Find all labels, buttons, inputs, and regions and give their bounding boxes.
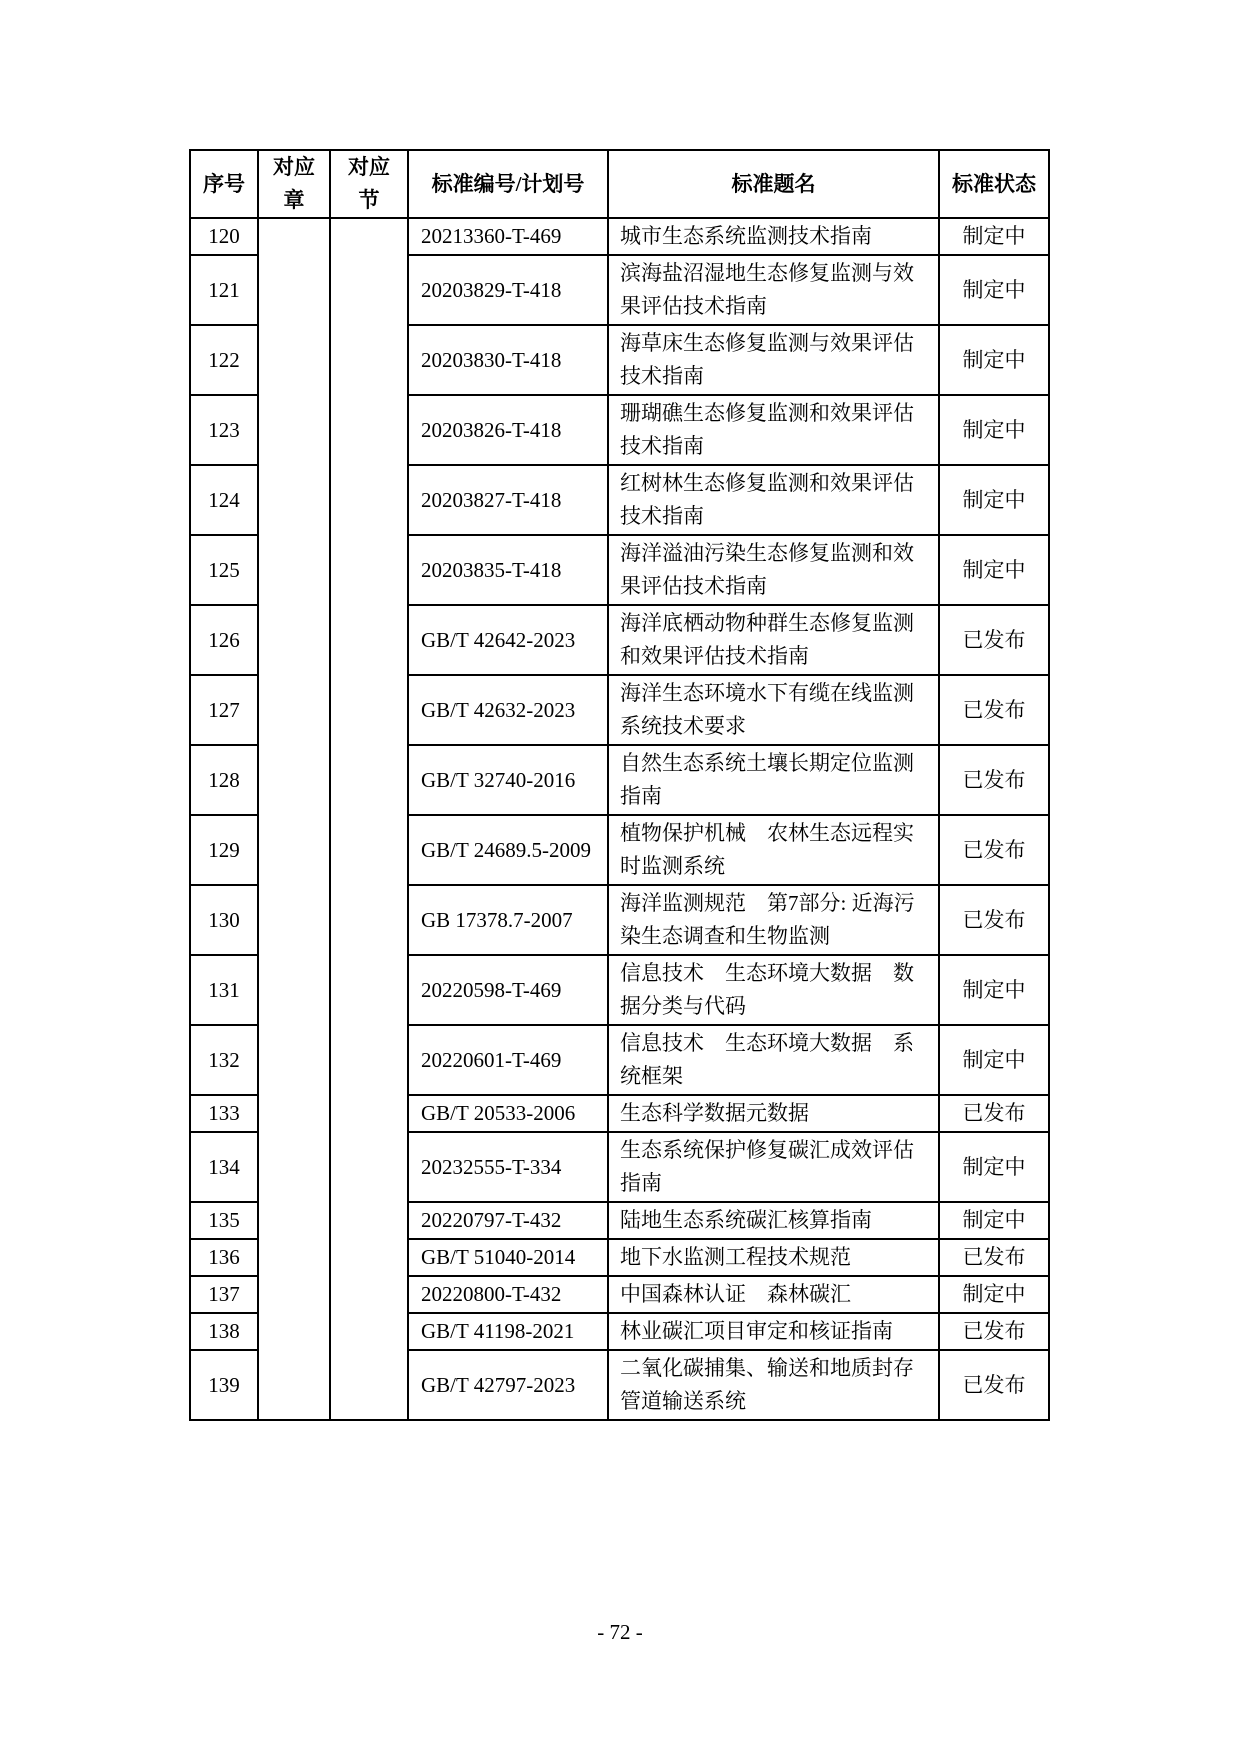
standard-status-cell: 制定中 xyxy=(939,218,1049,255)
row-number-cell: 121 xyxy=(190,255,258,325)
standard-code-cell: GB/T 42797-2023 xyxy=(408,1350,608,1420)
header-corresponding-section: 对应 节 xyxy=(330,150,408,218)
row-number-cell: 138 xyxy=(190,1313,258,1350)
standard-code-cell: 20220601-T-469 xyxy=(408,1025,608,1095)
standard-status-cell: 制定中 xyxy=(939,1202,1049,1239)
table-header-row xyxy=(190,150,1049,218)
row-number-cell: 126 xyxy=(190,605,258,675)
table-body xyxy=(190,218,1049,1420)
standard-code-cell: 20213360-T-469 xyxy=(408,218,608,255)
standard-status-cell: 已发布 xyxy=(939,815,1049,885)
standard-status-cell: 制定中 xyxy=(939,1276,1049,1313)
standard-title-cell: 海洋溢油污染生态修复监测和效果评估技术指南 xyxy=(608,535,939,605)
header-standard-title: 标准题名 xyxy=(608,150,939,218)
row-number-cell: 124 xyxy=(190,465,258,535)
corresponding-section-cell xyxy=(330,218,408,1420)
standard-title-cell: 信息技术 生态环境大数据 数据分类与代码 xyxy=(608,955,939,1025)
standard-status-cell: 已发布 xyxy=(939,1095,1049,1132)
standard-code-cell: GB 17378.7-2007 xyxy=(408,885,608,955)
standard-status-cell: 制定中 xyxy=(939,255,1049,325)
standard-title-cell: 生态科学数据元数据 xyxy=(608,1095,939,1132)
table-row xyxy=(190,218,1049,255)
row-number-cell: 123 xyxy=(190,395,258,465)
row-number-cell: 134 xyxy=(190,1132,258,1202)
row-number-cell: 136 xyxy=(190,1239,258,1276)
standard-title-cell: 信息技术 生态环境大数据 系统框架 xyxy=(608,1025,939,1095)
standard-title-cell: 城市生态系统监测技术指南 xyxy=(608,218,939,255)
standard-code-cell: GB/T 51040-2014 xyxy=(408,1239,608,1276)
standard-code-cell: 20203835-T-418 xyxy=(408,535,608,605)
standard-title-cell: 地下水监测工程技术规范 xyxy=(608,1239,939,1276)
row-number-cell: 132 xyxy=(190,1025,258,1095)
standards-table xyxy=(189,149,1050,1421)
standard-title-cell: 海洋监测规范 第7部分: 近海污染生态调查和生物监测 xyxy=(608,885,939,955)
standard-status-cell: 已发布 xyxy=(939,885,1049,955)
standard-title-cell: 海洋生态环境水下有缆在线监测系统技术要求 xyxy=(608,675,939,745)
standard-code-cell: 20203826-T-418 xyxy=(408,395,608,465)
corresponding-chapter-cell xyxy=(258,218,330,1420)
header-serial-number: 序号 xyxy=(190,150,258,218)
row-number-cell: 133 xyxy=(190,1095,258,1132)
row-number-cell: 120 xyxy=(190,218,258,255)
standard-title-cell: 海草床生态修复监测与效果评估技术指南 xyxy=(608,325,939,395)
row-number-cell: 135 xyxy=(190,1202,258,1239)
header-corresponding-chapter: 对应 章 xyxy=(258,150,330,218)
standard-title-cell: 滨海盐沼湿地生态修复监测与效果评估技术指南 xyxy=(608,255,939,325)
standard-code-cell: 20203829-T-418 xyxy=(408,255,608,325)
standard-code-cell: 20232555-T-334 xyxy=(408,1132,608,1202)
standard-status-cell: 制定中 xyxy=(939,955,1049,1025)
row-number-cell: 130 xyxy=(190,885,258,955)
standard-status-cell: 已发布 xyxy=(939,1313,1049,1350)
standard-status-cell: 制定中 xyxy=(939,535,1049,605)
standard-status-cell: 已发布 xyxy=(939,605,1049,675)
standard-status-cell: 已发布 xyxy=(939,1239,1049,1276)
row-number-cell: 122 xyxy=(190,325,258,395)
row-number-cell: 128 xyxy=(190,745,258,815)
standard-status-cell: 已发布 xyxy=(939,745,1049,815)
standard-code-cell: 20203830-T-418 xyxy=(408,325,608,395)
standard-code-cell: GB/T 42632-2023 xyxy=(408,675,608,745)
standard-title-cell: 海洋底栖动物种群生态修复监测和效果评估技术指南 xyxy=(608,605,939,675)
standard-status-cell: 制定中 xyxy=(939,395,1049,465)
standard-code-cell: 20220800-T-432 xyxy=(408,1276,608,1313)
standard-title-cell: 生态系统保护修复碳汇成效评估指南 xyxy=(608,1132,939,1202)
standard-code-cell: GB/T 20533-2006 xyxy=(408,1095,608,1132)
standard-status-cell: 制定中 xyxy=(939,465,1049,535)
standard-code-cell: 20220797-T-432 xyxy=(408,1202,608,1239)
standard-status-cell: 制定中 xyxy=(939,1025,1049,1095)
standard-title-cell: 二氧化碳捕集、输送和地质封存管道输送系统 xyxy=(608,1350,939,1420)
standard-code-cell: GB/T 32740-2016 xyxy=(408,745,608,815)
standard-code-cell: 20203827-T-418 xyxy=(408,465,608,535)
standard-title-cell: 珊瑚礁生态修复监测和效果评估技术指南 xyxy=(608,395,939,465)
row-number-cell: 127 xyxy=(190,675,258,745)
standard-title-cell: 陆地生态系统碳汇核算指南 xyxy=(608,1202,939,1239)
standard-title-cell: 红树林生态修复监测和效果评估技术指南 xyxy=(608,465,939,535)
row-number-cell: 139 xyxy=(190,1350,258,1420)
standard-code-cell: 20220598-T-469 xyxy=(408,955,608,1025)
standard-status-cell: 制定中 xyxy=(939,1132,1049,1202)
row-number-cell: 131 xyxy=(190,955,258,1025)
header-standard-code: 标准编号/计划号 xyxy=(408,150,608,218)
standard-status-cell: 已发布 xyxy=(939,675,1049,745)
row-number-cell: 137 xyxy=(190,1276,258,1313)
row-number-cell: 129 xyxy=(190,815,258,885)
standard-code-cell: GB/T 41198-2021 xyxy=(408,1313,608,1350)
standard-status-cell: 制定中 xyxy=(939,325,1049,395)
row-number-cell: 125 xyxy=(190,535,258,605)
standard-code-cell: GB/T 42642-2023 xyxy=(408,605,608,675)
header-standard-status: 标准状态 xyxy=(939,150,1049,218)
standard-status-cell: 已发布 xyxy=(939,1350,1049,1420)
page-number: - 72 - xyxy=(597,1620,643,1644)
standard-code-cell: GB/T 24689.5-2009 xyxy=(408,815,608,885)
standard-title-cell: 自然生态系统土壤长期定位监测指南 xyxy=(608,745,939,815)
standard-title-cell: 林业碳汇项目审定和核证指南 xyxy=(608,1313,939,1350)
standard-title-cell: 中国森林认证 森林碳汇 xyxy=(608,1276,939,1313)
standard-title-cell: 植物保护机械 农林生态远程实时监测系统 xyxy=(608,815,939,885)
